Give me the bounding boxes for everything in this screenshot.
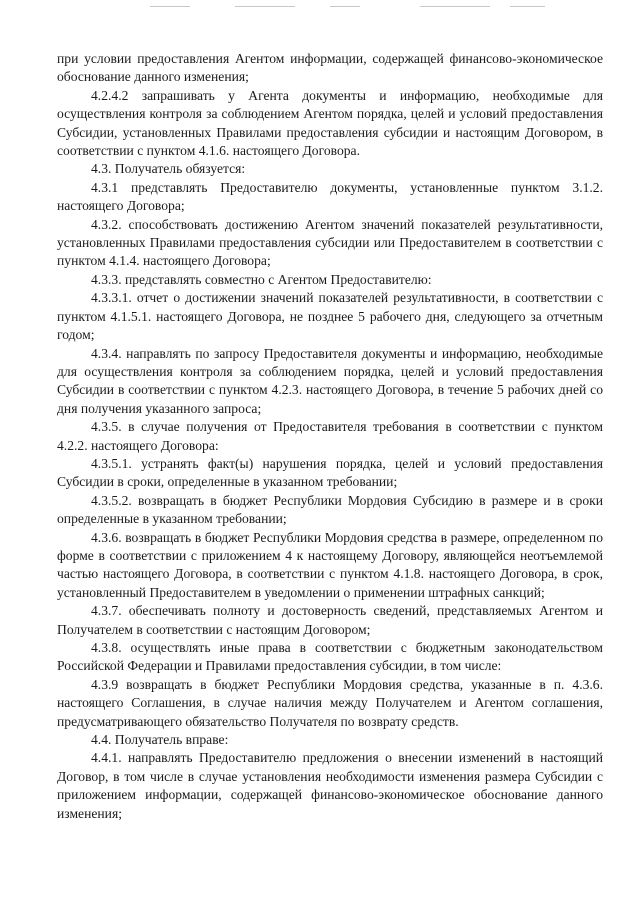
paragraph-4-3-5-1: 4.3.5.1. устранять факт(ы) нарушения порядка, целей и условий предоставления Субсидии в сроки, определенные в указанном требовании; (57, 455, 603, 490)
paragraph-4-3-4: 4.3.4. направлять по запросу Предоставителя документы и информацию, необходимые для осуществления контроля за соблюдением порядка, целей и условий предоставления Субсидии в соответствии с пунктом 4.2.3. настоящего Договора, в течение 5 рабочих дней со дня получения указанного запроса; (57, 345, 603, 416)
paragraph-continuation: при условии предоставления Агентом информации, содержащей финансово-экономическое обоснование данного изменения; (57, 51, 603, 85)
document-body (57, 50, 603, 823)
paragraph-4-4-1: 4.4.1. направлять Предоставителю предложения о внесении изменений в настоящий Договор, в том числе в случае установления необходимости изменения размера Субсидии с приложением информации, содержащей финансово-экономическое обоснование данного изменения; (57, 750, 603, 821)
paragraph-4-3-1: 4.3.1 представлять Предоставителю документы, установленные пунктом 3.1.2. настоящего Договора; (57, 179, 603, 214)
heading-4-3: 4.3. Получатель обязуется: (91, 161, 246, 177)
scan-artifact-marks (0, 6, 640, 12)
paragraph-4-3-2: 4.3.2. способствовать достижению Агентом значений показателей результативности, установленных Правилами предоставления субсидии или Предоставителем в соответствии с пунктом 4.1.4. настоящего Договора; (57, 216, 603, 269)
paragraph-4-3-9: 4.3.9 возвращать в бюджет Республики Мордовия средства, указанные в п. 4.3.6. настоящего Соглашения, в случае наличия между Получателем и Агентом соглашения, предусматривающего обязательство Получателя по возврату средств. (57, 676, 603, 729)
paragraph-4-3-7: 4.3.7. обеспечивать полноту и достоверность сведений, представляемых Агентом и Получателем в соответствии с настоящим Договором; (57, 603, 603, 637)
paragraph-4-2-4-2: 4.2.4.2 запрашивать у Агента документы и информацию, необходимые для осуществления контроля за соблюдением Агентом порядка, целей и условий предоставления Субсидии, установленных Правилами предоставления субсидии и настоящим Договором, в соответствии с пунктом 4.1.6. настоящего Договора. (57, 87, 603, 159)
paragraph-4-3-5: 4.3.5. в случае получения от Предоставителя требования в соответствии с пунктом 4.2.2. настоящего Договора: (57, 419, 603, 453)
paragraph-4-3-8: 4.3.8. осуществлять иные права в соответствии с бюджетным законодательством Российской Федерации и Правилами предоставления субсидии, в том числе: (57, 640, 603, 674)
paragraph-4-3-5-2: 4.3.5.2. возвращать в бюджет Республики Мордовия Субсидию в размере и в сроки определенные в указанном требовании; (57, 492, 603, 527)
paragraph-4-3-3: 4.3.3. представлять совместно с Агентом Предоставителю: (91, 271, 432, 287)
paragraph-4-3-3-1: 4.3.3.1. отчет о достижении значений показателей результативности, в соответствии с пунктом 4.1.5.1. настоящего Договора, не позднее 5 рабочего дня, следующего за отчетным годом; (57, 290, 603, 343)
paragraph-4-3-6: 4.3.6. возвращать в бюджет Республики Мордовия средства в размере, определенном по форме в соответствии с приложением 4 к настоящему Договору, являющейся неотъемлемой частью настоящего Договора, в соответствии с пунктом 4.1.8. настоящего Договора, в срок, установленный Предоставителем в уведомлении о применении штрафных санкций; (57, 529, 603, 600)
heading-4-4: 4.4. Получатель вправе: (91, 732, 229, 748)
